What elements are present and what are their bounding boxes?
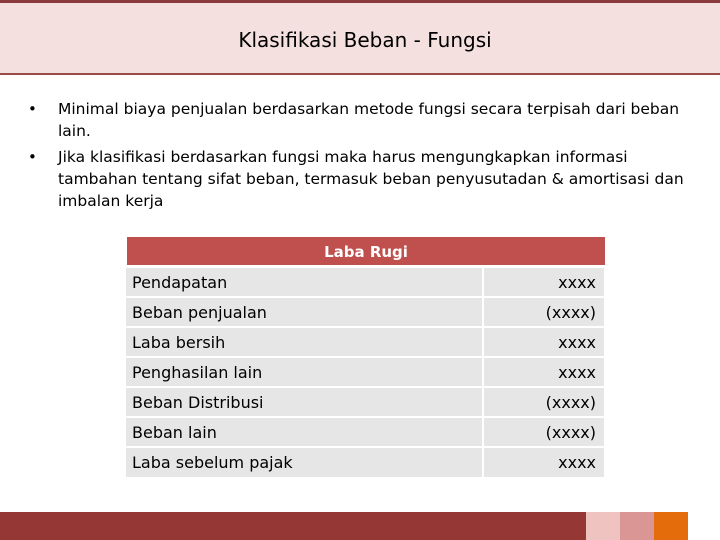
footer-bar [0, 512, 720, 540]
bullet-item [28, 98, 688, 142]
row-label: Beban lain [126, 417, 483, 447]
slide-title: Klasifikasi Beban - Fungsi [238, 28, 492, 52]
row-label: Beban Distribusi [126, 387, 483, 417]
title-bar [0, 3, 720, 75]
row-value: xxxx [483, 327, 605, 357]
table-row [126, 267, 605, 297]
row-value: (xxxx) [483, 417, 605, 447]
row-label: Laba bersih [126, 327, 483, 357]
row-value: xxxx [483, 267, 605, 297]
row-label: Pendapatan [126, 267, 483, 297]
table-row [126, 417, 605, 447]
row-label: Penghasilan lain [126, 357, 483, 387]
table-row [126, 357, 605, 387]
table-row [126, 297, 605, 327]
row-label: Laba sebelum pajak [126, 447, 483, 477]
row-value: (xxxx) [483, 297, 605, 327]
row-label: Beban penjualan [126, 297, 483, 327]
row-value: xxxx [483, 357, 605, 387]
footer-orange-block [654, 512, 688, 540]
table-row [126, 327, 605, 357]
table-row [126, 447, 605, 477]
row-value: (xxxx) [483, 387, 605, 417]
footer-light-block [586, 512, 620, 540]
footer-end-block [688, 512, 720, 540]
footer-mid-block [620, 512, 654, 540]
bullet-icon: • [28, 100, 37, 118]
bullet-list [28, 98, 688, 216]
bullet-text: Minimal biaya penjualan berdasarkan metode fungsi secara terpisah dari beban lain. [58, 100, 680, 140]
bullet-text: Jika klasifikasi berdasarkan fungsi maka harus mengungkapkan informasi tambahan tentang sifat beban, termasuk beban penyusutadan & amortisasi dan imbalan kerja [58, 148, 684, 210]
footer-main-band [0, 512, 586, 540]
table-row [126, 387, 605, 417]
bullet-item [28, 146, 688, 212]
row-value: xxxx [483, 447, 605, 477]
income-statement-table [126, 236, 606, 477]
bullet-icon: • [28, 148, 37, 166]
table-header: Laba Rugi [126, 236, 606, 266]
